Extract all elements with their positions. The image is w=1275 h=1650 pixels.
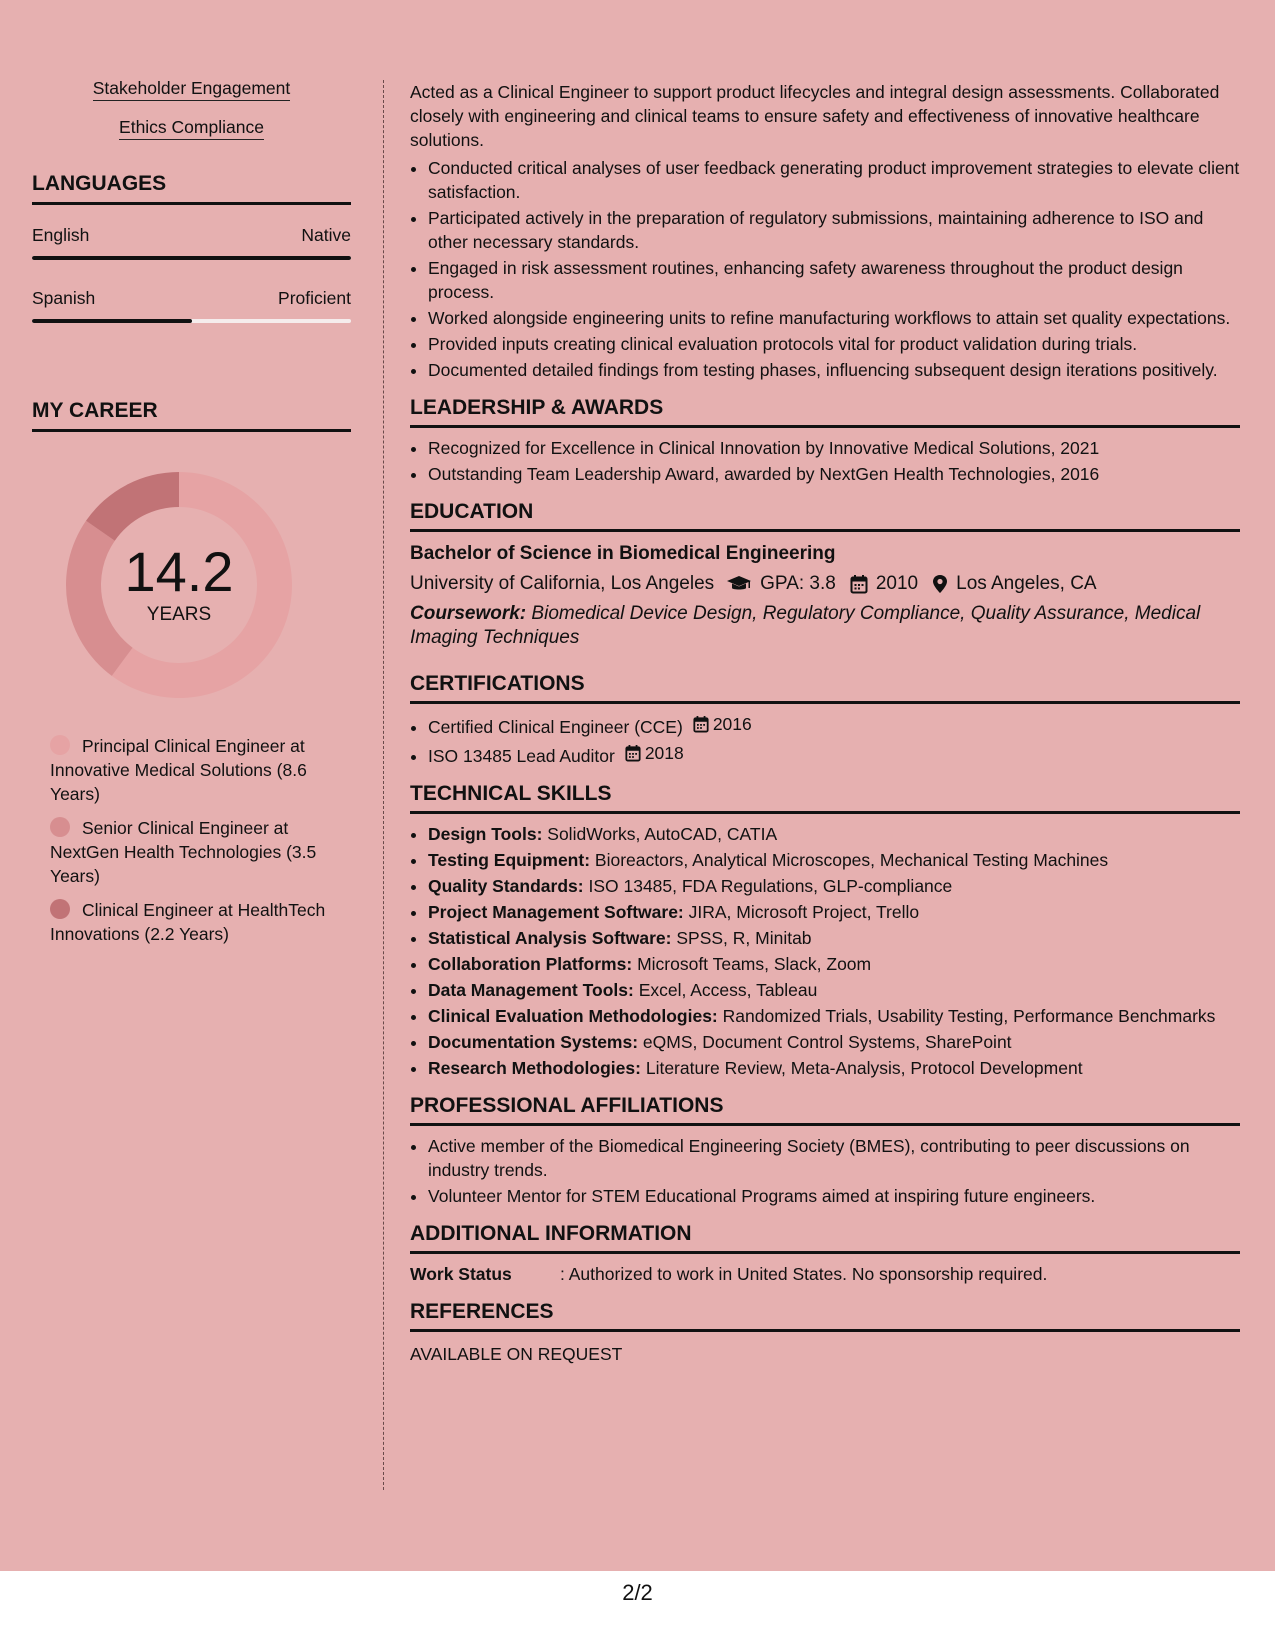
page-number: 2/2 [622, 1580, 653, 1605]
location-pin-icon [932, 574, 948, 594]
education-gpa: GPA: 3.8 [760, 573, 836, 594]
skill-value: Microsoft Teams, Slack, Zoom [637, 954, 872, 974]
skill-value: eQMS, Document Control Systems, SharePoint [642, 1032, 1012, 1052]
skill-value: JIRA, Microsoft Project, Trello [688, 902, 920, 922]
column-divider [383, 80, 384, 1490]
strength-item [32, 117, 351, 138]
skill-item [428, 926, 1240, 950]
leadership-list [410, 436, 1240, 486]
language-bar-fill [32, 256, 351, 260]
education-location: Los Angeles, CA [956, 573, 1097, 594]
skill-item [428, 900, 1240, 924]
experience-bullet: • Documented detailed findings from testing phases, influencing subsequent design iterations positively. [428, 358, 1240, 382]
education-details [410, 572, 1240, 596]
main-content [410, 80, 1240, 1366]
skill-value: ISO 13485, FDA Regulations, GLP-compliance [588, 876, 953, 896]
skill-label: Testing Equipment: [428, 850, 591, 870]
language-bar-fill [32, 319, 192, 323]
skill-label: Collaboration Platforms: [428, 954, 633, 974]
education-heading: EDUCATION [410, 500, 1240, 532]
additional-info-heading: ADDITIONAL INFORMATION [410, 1222, 1240, 1254]
leadership-heading: LEADERSHIP & AWARDS [410, 396, 1240, 428]
legend-dot [50, 735, 70, 755]
work-status-value: : Authorized to work in United States. No sponsorship required. [560, 1264, 1048, 1284]
language-level: Proficient [278, 288, 351, 308]
affiliation-item: • Active member of the Biomedical Engineering Society (BMES), contributing to peer discussions on industry trends. [428, 1134, 1240, 1182]
skill-label: Design Tools: [428, 824, 543, 844]
language-bar [32, 319, 351, 323]
experience-bullet: • Conducted critical analyses of user feedback generating product improvement strategies to elevate client satisfaction. [428, 156, 1240, 204]
work-status-label: Work Status [410, 1264, 512, 1284]
affiliation-item: • Volunteer Mentor for STEM Educational Programs aimed at inspiring future engineers. [428, 1184, 1240, 1208]
skill-item [428, 874, 1240, 898]
technical-skills-list [410, 822, 1240, 1080]
experience-bullet: • Worked alongside engineering units to refine manufacturing workflows to attain set quality expectations. [428, 306, 1240, 330]
education-degree: Bachelor of Science in Biomedical Engineering [410, 543, 836, 564]
certification-item [428, 741, 1240, 768]
certification-name: ISO 13485 Lead Auditor [428, 746, 615, 766]
skill-value: SolidWorks, AutoCAD, CATIA [547, 824, 778, 844]
skill-item [428, 1004, 1240, 1028]
skill-value: SPSS, R, Minitab [676, 928, 812, 948]
references-heading: REFERENCES [410, 1300, 1240, 1332]
leadership-item: • Recognized for Excellence in Clinical Innovation by Innovative Medical Solutions, 2021 [428, 436, 1240, 460]
language-name: Spanish [32, 288, 96, 308]
skill-label: Statistical Analysis Software: [428, 928, 672, 948]
calendar-icon [693, 715, 709, 733]
education-school: University of California, Los Angeles [410, 573, 715, 594]
technical-skills-heading: TECHNICAL SKILLS [410, 782, 1240, 814]
skill-label: Documentation Systems: [428, 1032, 639, 1052]
certification-year: 2016 [712, 714, 752, 734]
language-item [32, 225, 351, 260]
languages-heading: LANGUAGES [32, 172, 351, 205]
language-bar [32, 256, 351, 260]
language-level: Native [301, 225, 351, 245]
certifications-list [410, 712, 1240, 768]
experience-bullet: • Engaged in risk assessment routines, enhancing safety awareness throughout the product design process. [428, 256, 1240, 304]
skill-label: Research Methodologies: [428, 1058, 641, 1078]
career-total-unit: YEARS [146, 604, 212, 625]
work-status-row [410, 1262, 1240, 1286]
coursework-text: Biomedical Device Design, Regulatory Compliance, Quality Assurance, Medical Imaging Techniques [410, 603, 1201, 648]
certification-name: Certified Clinical Engineer (CCE) [428, 717, 683, 737]
career-item-text: Senior Clinical Engineer at NextGen Health Technologies (3.5 Years) [50, 818, 317, 886]
career-list [32, 734, 351, 946]
references-text: AVAILABLE ON REQUEST [410, 1344, 623, 1364]
career-total-years: 14.2 [124, 540, 234, 603]
skill-value: Excel, Access, Tableau [638, 980, 818, 1000]
skill-item [428, 978, 1240, 1002]
experience-bullet: • Provided inputs creating clinical evaluation protocols vital for product validation during trials. [428, 332, 1240, 356]
strength-label: Ethics Compliance [119, 117, 264, 140]
sidebar [32, 78, 351, 956]
career-heading: MY CAREER [32, 399, 351, 432]
graduation-cap-icon [726, 574, 752, 594]
skill-item [428, 1056, 1240, 1080]
career-item-text: Clinical Engineer at HealthTech Innovations (2.2 Years) [50, 900, 326, 944]
experience-bullet: • Participated actively in the preparation of regulatory submissions, maintaining adherence to ISO and other necessary standards. [428, 206, 1240, 254]
calendar-icon [850, 574, 868, 594]
experience-bullets [410, 156, 1240, 382]
skill-item [428, 952, 1240, 976]
language-name: English [32, 225, 90, 245]
calendar-icon [625, 744, 641, 762]
affiliations-heading: PROFESSIONAL AFFILIATIONS [410, 1094, 1240, 1126]
legend-dot [50, 899, 70, 919]
skill-label: Quality Standards: [428, 876, 584, 896]
affiliations-list [410, 1134, 1240, 1208]
skill-label: Data Management Tools: [428, 980, 634, 1000]
skill-label: Project Management Software: [428, 902, 684, 922]
career-item-text: Principal Clinical Engineer at Innovative Medical Solutions (8.6 Years) [50, 736, 307, 804]
career-donut [64, 470, 294, 700]
strength-item [32, 78, 351, 99]
legend-dot [50, 817, 70, 837]
career-item [50, 734, 351, 806]
education-year: 2010 [875, 573, 919, 594]
certification-item [428, 712, 1240, 739]
experience-summary: Acted as a Clinical Engineer to support product lifecycles and integral design assessments. Collaborated closely with engineering and clinical teams to ensure safety and effectiveness of innovative healthcare solutions. [410, 82, 1220, 150]
skill-value: Bioreactors, Analytical Microscopes, Mechanical Testing Machines [594, 850, 1109, 870]
skill-value: Literature Review, Meta-Analysis, Protocol Development [645, 1058, 1083, 1078]
education-coursework [410, 602, 1240, 650]
strength-label: Stakeholder Engagement [93, 78, 291, 101]
coursework-label: Coursework: [410, 603, 527, 624]
skill-item [428, 822, 1240, 846]
skill-item [428, 1030, 1240, 1054]
certifications-heading: CERTIFICATIONS [410, 672, 1240, 704]
career-item [50, 898, 351, 946]
skill-label: Clinical Evaluation Methodologies: [428, 1006, 718, 1026]
language-item [32, 288, 351, 323]
certification-year: 2018 [644, 743, 684, 763]
career-item [50, 816, 351, 888]
skill-value: Randomized Trials, Usability Testing, Performance Benchmarks [722, 1006, 1216, 1026]
skill-item [428, 848, 1240, 872]
leadership-item: • Outstanding Team Leadership Award, awarded by NextGen Health Technologies, 2016 [428, 462, 1240, 486]
